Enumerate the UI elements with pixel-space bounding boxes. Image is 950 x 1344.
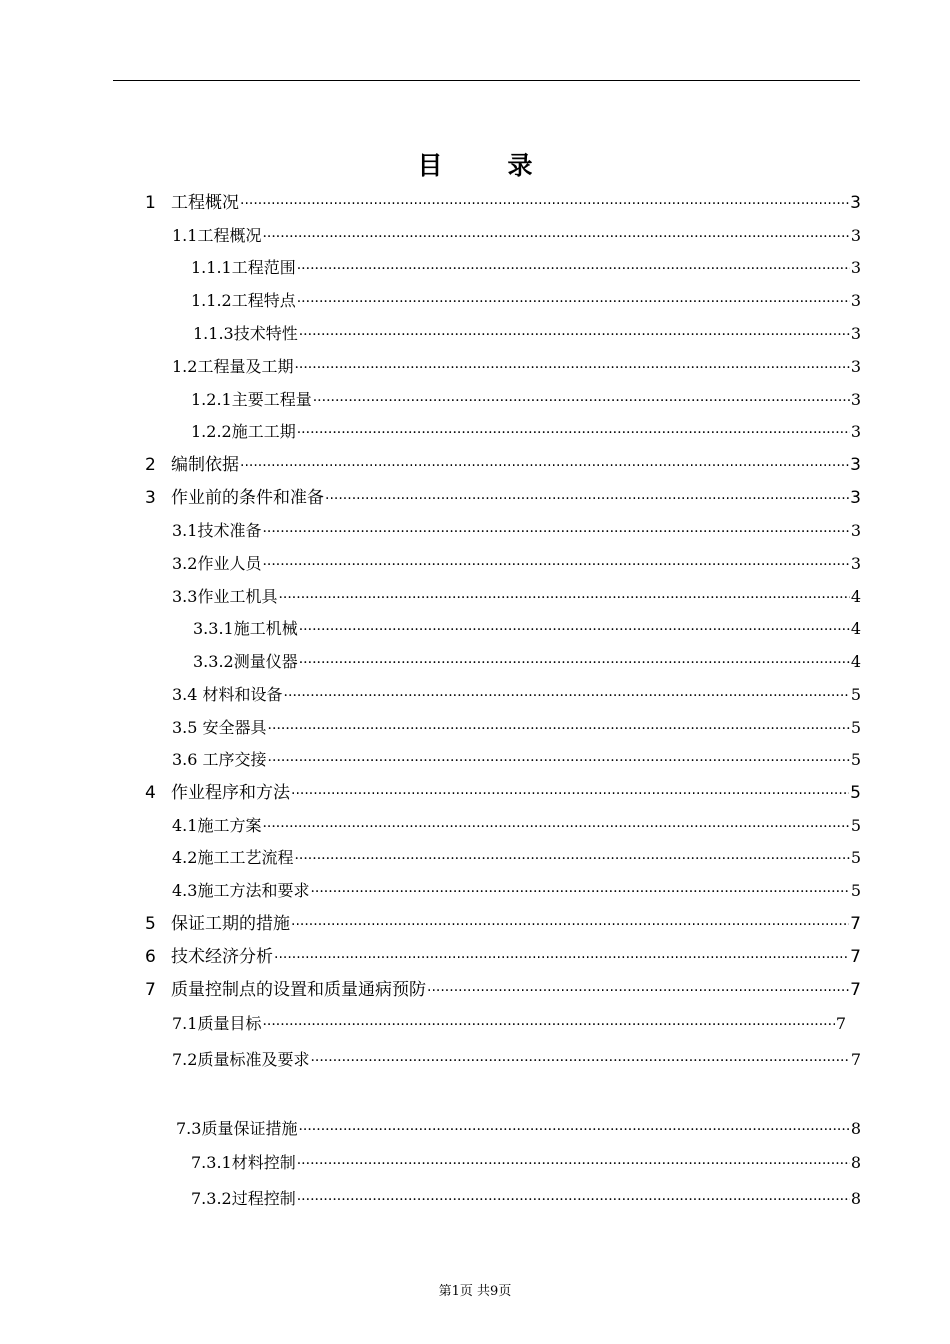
toc-leader-dots xyxy=(297,1188,850,1212)
toc-leader-dots xyxy=(297,1152,850,1176)
toc-entry[interactable] xyxy=(172,748,861,772)
toc-entry-label: 3.3.2测量仪器 xyxy=(193,652,298,671)
toc-entry-number: 4 xyxy=(145,783,156,803)
header-rule xyxy=(113,80,860,81)
toc-leader-dots xyxy=(310,880,849,904)
toc-entry-page: 5 xyxy=(850,816,861,835)
toc-leader-dots xyxy=(313,389,850,413)
toc-entry-page: 8 xyxy=(850,1119,861,1138)
toc-entry-page: 5 xyxy=(850,881,861,900)
toc-entry-label: 1.1.3技术特性 xyxy=(193,324,298,343)
toc-entry[interactable] xyxy=(145,945,861,969)
toc-entry[interactable] xyxy=(145,486,861,510)
toc-entry-label: 质量控制点的设置和质量通病预防 xyxy=(171,980,426,1000)
toc-entry-label: 3.1技术准备 xyxy=(172,521,262,540)
toc-entry-page: 4 xyxy=(850,587,861,606)
toc-entry-label: 7.2质量标准及要求 xyxy=(172,1050,310,1069)
toc-entry-page: 5 xyxy=(850,718,861,737)
toc-leader-dots xyxy=(262,815,849,839)
toc-entry[interactable] xyxy=(191,1187,861,1211)
toc-entry[interactable] xyxy=(145,453,861,477)
toc-leader-dots xyxy=(262,1013,834,1037)
toc-leader-dots xyxy=(262,225,849,249)
toc-entry[interactable] xyxy=(145,191,861,215)
toc-entry-page: 3 xyxy=(850,422,861,441)
toc-leader-dots xyxy=(291,913,849,937)
toc-entry-label: 3.2作业人员 xyxy=(172,554,262,573)
toc-entry-page: 3 xyxy=(850,258,861,277)
toc-leader-dots xyxy=(299,323,850,347)
toc-entry-page: 5 xyxy=(850,750,861,769)
toc-leader-dots xyxy=(274,946,849,970)
toc-entry[interactable] xyxy=(145,978,861,1002)
toc-entry-page: 4 xyxy=(850,619,861,638)
toc-entry-label: 作业前的条件和准备 xyxy=(171,488,324,508)
toc-entry-label: 1.2工程量及工期 xyxy=(172,357,294,376)
toc-entry-page: 4 xyxy=(850,652,861,671)
toc-entry-number: 3 xyxy=(145,488,156,508)
toc-leader-dots xyxy=(297,290,850,314)
toc-entry[interactable] xyxy=(191,420,861,444)
toc-entry[interactable] xyxy=(172,683,861,707)
toc-entry[interactable] xyxy=(191,388,861,412)
toc-leader-dots xyxy=(427,979,849,1003)
toc-entry-page: 3 xyxy=(850,291,861,310)
toc-entry-page: 3 xyxy=(850,193,861,213)
toc-entry-number: 1 xyxy=(145,193,156,213)
toc-entry-page: 5 xyxy=(850,685,861,704)
toc-entry-label: 7.3.1材料控制 xyxy=(191,1153,296,1172)
toc-entry-page: 3 xyxy=(850,357,861,376)
toc-entry[interactable] xyxy=(172,1012,846,1036)
toc-entry[interactable] xyxy=(193,650,861,674)
toc-entry-label: 作业程序和方法 xyxy=(171,783,290,803)
toc-entry-number: 5 xyxy=(145,914,156,934)
toc-entry[interactable] xyxy=(172,519,861,543)
toc-entry-number: 6 xyxy=(145,947,156,967)
toc-leader-dots xyxy=(299,618,850,642)
toc-entry-label: 技术经济分析 xyxy=(171,947,273,967)
toc-entry[interactable] xyxy=(191,1151,861,1175)
toc-entry-number: 2 xyxy=(145,455,156,475)
toc-entry[interactable] xyxy=(172,846,861,870)
toc-entry[interactable] xyxy=(145,912,861,936)
toc-entry[interactable] xyxy=(191,256,861,280)
toc-entry-label: 7.3质量保证措施 xyxy=(176,1119,298,1138)
toc-entry-label: 3.3作业工机具 xyxy=(172,587,278,606)
toc-entry-page: 7 xyxy=(850,980,861,1000)
toc-entry-page: 3 xyxy=(850,324,861,343)
toc-entry-label: 1.1工程概况 xyxy=(172,226,262,245)
toc-leader-dots xyxy=(268,749,850,773)
toc-entry[interactable] xyxy=(176,1117,861,1141)
toc-entry-page: 5 xyxy=(850,783,861,803)
toc-leader-dots xyxy=(268,717,850,741)
toc-entry-page: 5 xyxy=(850,848,861,867)
toc-entry-page: 7 xyxy=(850,947,861,967)
toc-entry-page: 7 xyxy=(835,1014,846,1033)
toc-entry[interactable] xyxy=(172,224,861,248)
toc-entry-label: 编制依据 xyxy=(171,455,239,475)
page-footer: 第1页 共9页 xyxy=(438,1284,512,1299)
toc-leader-dots xyxy=(294,847,849,871)
toc-entry[interactable] xyxy=(145,781,861,805)
toc-entry[interactable] xyxy=(191,289,861,313)
toc-entry[interactable] xyxy=(193,617,861,641)
toc-leader-dots xyxy=(297,421,850,445)
toc-entry-label: 4.3施工方法和要求 xyxy=(172,881,310,900)
toc-entry-page: 7 xyxy=(850,914,861,934)
toc-leader-dots xyxy=(310,1049,849,1073)
toc-entry-number: 7 xyxy=(145,980,156,1000)
toc-entry-page: 8 xyxy=(850,1189,861,1208)
toc-entry-label: 1.1.1工程范围 xyxy=(191,258,296,277)
toc-entry-label: 3.5 安全器具 xyxy=(172,718,267,737)
toc-entry-page: 3 xyxy=(850,390,861,409)
toc-leader-dots xyxy=(278,586,849,610)
page-title: 目 录 xyxy=(417,151,553,180)
toc-entry[interactable] xyxy=(172,716,861,740)
toc-entry-label: 工程概况 xyxy=(171,193,239,213)
toc-entry-label: 1.2.2施工工期 xyxy=(191,422,296,441)
toc-entry-label: 1.1.2工程特点 xyxy=(191,291,296,310)
toc-entry[interactable] xyxy=(172,814,861,838)
toc-leader-dots xyxy=(262,553,849,577)
toc-entry-label: 3.4 材料和设备 xyxy=(172,685,283,704)
toc-entry[interactable] xyxy=(172,1048,861,1072)
toc-entry-page: 3 xyxy=(850,554,861,573)
toc-entry-page: 3 xyxy=(850,521,861,540)
toc-entry[interactable] xyxy=(172,879,861,903)
toc-entry-label: 4.1施工方案 xyxy=(172,816,262,835)
toc-entry[interactable] xyxy=(172,552,861,576)
toc-entry-label: 7.3.2过程控制 xyxy=(191,1189,296,1208)
toc-leader-dots xyxy=(298,1118,849,1142)
toc-leader-dots xyxy=(297,257,850,281)
toc-entry-page: 3 xyxy=(850,226,861,245)
toc-leader-dots xyxy=(240,192,849,216)
toc-leader-dots xyxy=(262,520,849,544)
toc-entry-label: 7.1质量目标 xyxy=(172,1014,262,1033)
toc-leader-dots xyxy=(284,684,850,708)
toc-entry-label: 1.2.1主要工程量 xyxy=(191,390,312,409)
toc-entry[interactable] xyxy=(172,355,861,379)
toc-entry-label: 3.3.1施工机械 xyxy=(193,619,298,638)
toc-entry-page: 3 xyxy=(850,488,861,508)
toc-entry[interactable] xyxy=(172,585,861,609)
toc-entry-page: 7 xyxy=(850,1050,861,1069)
toc-leader-dots xyxy=(294,356,849,380)
toc-leader-dots xyxy=(240,454,849,478)
toc-entry-label: 保证工期的措施 xyxy=(171,914,290,934)
toc-entry[interactable] xyxy=(193,322,861,346)
toc-entry-page: 3 xyxy=(850,455,861,475)
toc-entry-page: 8 xyxy=(850,1153,861,1172)
toc-leader-dots xyxy=(299,651,850,675)
toc-leader-dots xyxy=(291,782,849,806)
toc-leader-dots xyxy=(325,487,849,511)
toc-entry-label: 4.2施工工艺流程 xyxy=(172,848,294,867)
toc-entry-label: 3.6 工序交接 xyxy=(172,750,267,769)
